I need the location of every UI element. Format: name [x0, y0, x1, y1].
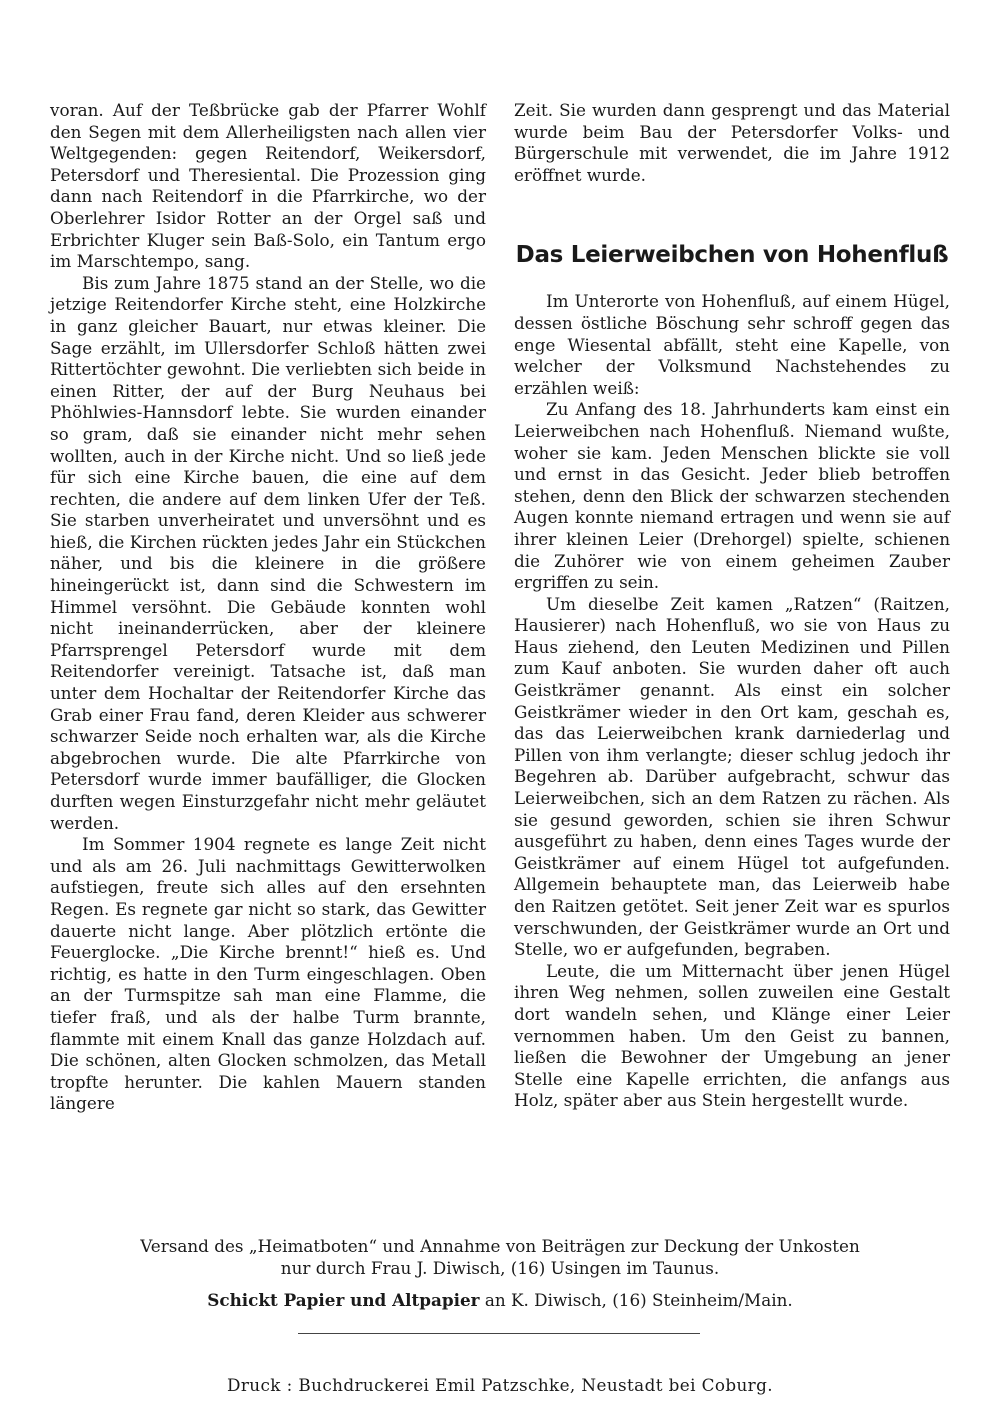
- article-columns: [50, 100, 950, 1115]
- left-column: [50, 100, 486, 1115]
- right-paragraph-continued: Zeit. Sie wurden dann gesprengt und das Material wurde beim Bau der Petersdorfer Volks- und Bürgerschule mit verwendet, die im Jahre 1912 eröffnet wurde.: [514, 100, 950, 185]
- article-heading: Das Leierweibchen von Hohenfluß: [515, 242, 949, 269]
- left-paragraph-continued: voran. Auf der Teßbrücke gab der Pfarrer Wohlf den Segen mit dem Allerheiligsten nach allen vier Weltgegenden: gegen Reitendorf, Weikersdorf, Petersdorf und Theresiental. Die Prozession ging dann nach Reitendorf in die Pfarrkirche, wo der Oberlehrer Isidor Rotter an der Orgel saß und Erbrichter Kluger sein Baß-Solo, ein Tantum ergo im Marschtempo, sang.: [50, 100, 486, 272]
- paper-notice: [50, 1290, 950, 1312]
- printer-imprint: Druck : Buchdruckerei Emil Patzschke, Neustadt bei Coburg.: [227, 1375, 773, 1395]
- right-paragraph-arrival: Zu Anfang des 18. Jahrhunderts kam einst ein Leierweibchen nach Hohenfluß. Niemand wußte, woher sie kam. Jeden Menschen blickte sie voll und ernst in das Gesicht. Jeder blieb betroffen stehen, denn den Blick der schwarzen stechenden Augen konnte niemand ertragen und wenn sie auf ihrer kleinen Leier (Drehorgel) spielte, schienen die Zuhörer wie von einem geheimen Zauber ergriffen zu sein.: [514, 399, 950, 593]
- right-paragraph-intro: Im Unterorte von Hohenfluß, auf einem Hügel, dessen östliche Böschung sehr schroff gegen das enge Wiesental abfällt, steht eine Kapelle, von welcher der Volksmund Nachstehendes zu erzählen weiß:: [514, 291, 950, 398]
- shipping-notice: [50, 1236, 950, 1279]
- shipping-notice-line-2: nur durch Frau J. Diwisch, (16) Usingen im Taunus.: [280, 1257, 720, 1278]
- right-column: [514, 100, 950, 1115]
- shipping-notice-line-1: Versand des „Heimatboten“ und Annahme von Beiträgen zur Deckung der Unkosten: [140, 1236, 860, 1256]
- paper-notice-rest: an K. Diwisch, (16) Steinheim/Main.: [479, 1290, 793, 1310]
- paper-notice-bold: Schickt Papier und Altpapier: [207, 1290, 480, 1310]
- left-paragraph-legend: Bis zum Jahre 1875 stand an der Stelle, wo die jetzige Reitendorfer Kirche steht, eine Holzkirche in ganz gleicher Bauart, nur etwas kleiner. Die Sage erzählt, im Ullersdorfer Schloß hätten zwei Rittertöchter gewohnt. Die verliebten sich beide in einen Ritter, der auf der Burg Neuhaus bei Phöhlwies-Hannsdorf lebte. Sie wurden einander so gram, daß sie einander nicht mehr sehen wollten, auch in der Kirche nicht. Und so ließ jede für sich eine Kirche bauen, die eine auf dem rechten, die andere auf dem linken Ufer der Teß. Sie starben unverheiratet und unversöhnt und es hieß, die Kirchen rückten jedes Jahr ein Stückchen näher, und bis die kleinere in die größere hineingerückt ist, dann sind die Schwestern im Himmel versöhnt. Die Gebäude konnten wohl nicht ineinanderrücken, aber der kleinere Pfarrsprengel Petersdorf wurde mit dem Reitendorfer vereinigt. Tatsache ist, daß man unter dem Hochaltar der Reitendorfer Kirche das Grab einer Frau fand, deren Kleider aus schwerer schwarzer Seide noch erhalten war, als die Kirche abgebrochen wurde. Die alte Pfarrkirche von Petersdorf wurde immer baufälliger, die Glocken durften wegen Einsturzgefahr nicht mehr geläutet werden.: [50, 272, 486, 833]
- right-paragraph-ratzen: Um dieselbe Zeit kamen „Ratzen“ (Raitzen, Hausierer) nach Hohenfluß, wo sie von Haus zu Haus ziehend, den Leuten Medizinen und Pillen zum Kauf anboten. Sie wurden daher oft auch Geistkrämer genannt. Als einst ein solcher Geistkrämer wieder in den Ort kam, geschah es, das das Leierweibchen krank darniederlag und Pillen von ihm verlangte; dieser schlug jedoch ihr Begehren ab. Darüber aufgebracht, schwur das Leierweibchen, sich an dem Ratzen zu rächen. Als sie gesund geworden, schien sie ihren Schwur ausgeführt zu haben, denn eines Tages wurde der Geistkrämer auf einem Hügel tot aufgefunden. Allgemein behauptete man, das Leierweib habe den Raitzen getötet. Seit jener Zeit war es spurlos verschwunden, der Geistkrämer wurde an Ort und Stelle, wo er aufgefunden, begraben.: [514, 593, 950, 960]
- right-paragraph-chapel: Leute, die um Mitternacht über jenen Hügel ihren Weg nehmen, sollen zuweilen eine Gestalt dort wandeln sehen, und Klänge einer Leier vernommen haben. Um den Geist zu bannen, ließen die Bewohner der Umgebung an jener Stelle eine Kapelle errichten, die anfangs aus Holz, später aber aus Stein hergestellt wurde.: [514, 960, 950, 1111]
- footer-divider: [298, 1333, 700, 1334]
- left-paragraph-fire: Im Sommer 1904 regnete es lange Zeit nicht und als am 26. Juli nachmittags Gewitterwolken aufstiegen, freute sich alles auf den ersehnten Regen. Es regnete gar nicht so stark, das Gewitter dauerte nicht lange. Aber plötzlich ertönte die Feuerglocke. „Die Kirche brennt!“ hieß es. Und richtig, es hatte in den Turm eingeschlagen. Oben an der Turmspitze sah man eine Flamme, die tiefer fraß, und als der halbe Turm brannte, flammte mit einem Knall das ganze Holzdach auf. Die schönen, alten Glocken schmolzen, das Metall tropfte herunter. Die kahlen Mauern standen längere: [50, 834, 486, 1114]
